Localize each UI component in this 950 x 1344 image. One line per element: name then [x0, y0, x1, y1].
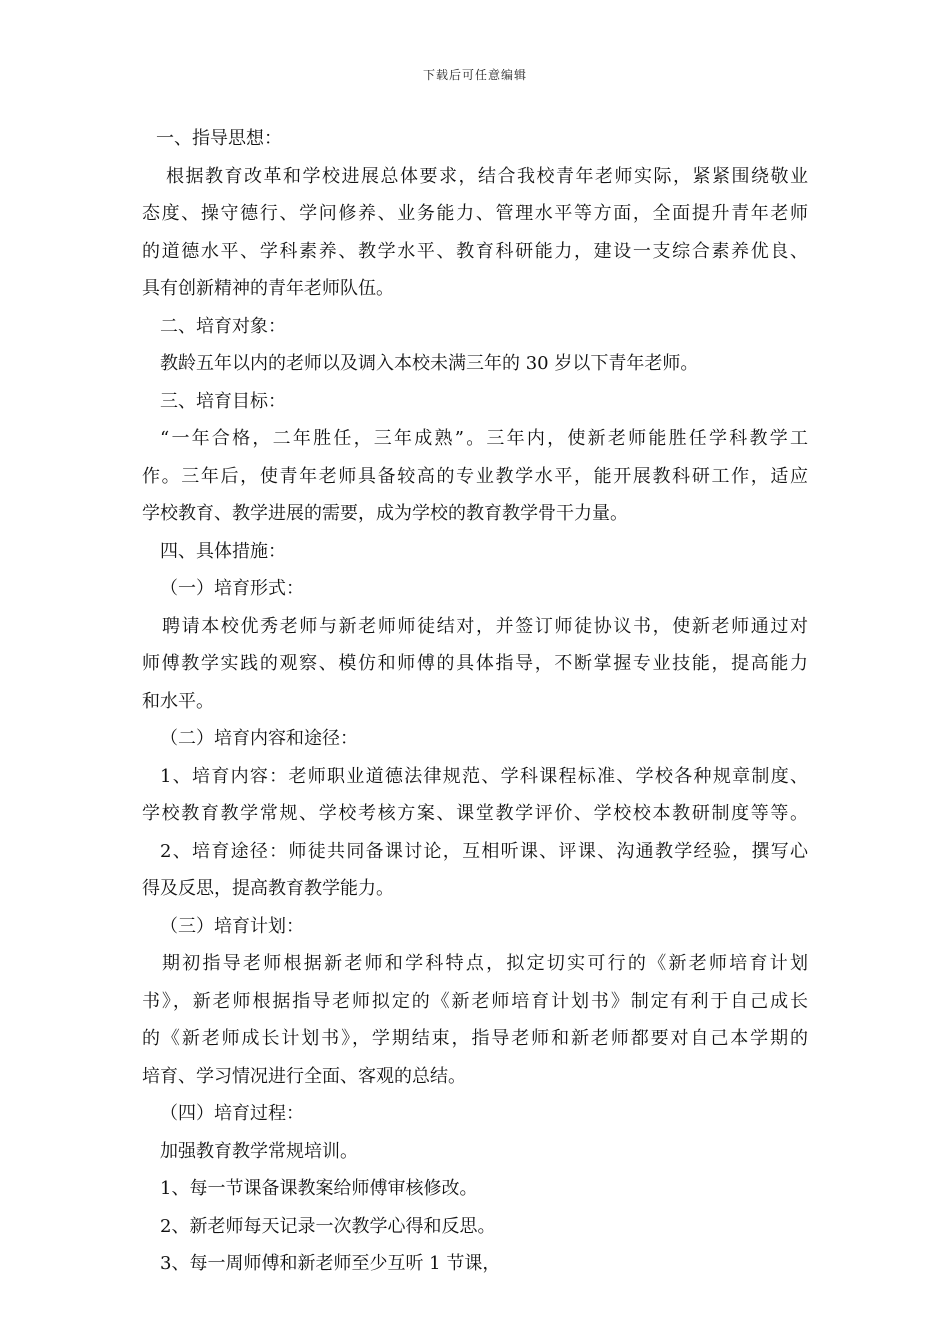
- list-item: 1、每一节课备课教案给师傅审核修改。: [160, 1178, 478, 1199]
- paragraph-line: 具有创新精神的青年老师队伍。: [142, 278, 394, 299]
- paragraph-line: 的《新老师成长计划书》，学期结束，指导老师和新老师都要对自己本学期的: [142, 1028, 808, 1049]
- subsection-heading-process: （四）培育过程：: [160, 1103, 304, 1124]
- list-item: 2、培育途径：师徒共同备课讨论，互相听课、评课、沟通教学经验，撰写心: [160, 840, 808, 862]
- document-body: [142, 120, 808, 1283]
- paragraph-line: 学校教育教学常规、学校考核方案、课堂教学评价、学校校本教研制度等等。: [142, 803, 808, 824]
- subsection-heading-form: （一）培育形式：: [160, 578, 304, 599]
- page-header: 下载后可任意编辑: [422, 68, 527, 82]
- paragraph-line: 期初指导老师根据新老师和学科特点，拟定切实可行的《新老师培育计划: [162, 953, 808, 974]
- section-heading-guiding-thought: 一、指导思想：: [156, 128, 282, 149]
- paragraph-line: 培育、学习情况进行全面、客观的总结。: [142, 1065, 466, 1087]
- list-item: 2、新老师每天记录一次教学心得和反思。: [160, 1215, 496, 1237]
- paragraph-line: 聘请本校优秀老师与新老师师徒结对，并签订师徒协议书，使新老师通过对: [162, 615, 808, 637]
- section-heading-measures: 四、具体措施：: [160, 540, 286, 562]
- list-item: 1、培育内容：老师职业道德法律规范、学科课程标准、学校各种规章制度、: [160, 765, 808, 787]
- subsection-heading-content: （二）培育内容和途径：: [160, 728, 358, 749]
- section-heading-targets: 二、培育对象：: [160, 315, 286, 337]
- paragraph-line: 和水平。: [142, 690, 214, 712]
- paragraph-line: 的道德水平、学科素养、教学水平、教育科研能力，建设一支综合素养优良、: [142, 240, 808, 262]
- subsection-heading-plan: （三）培育计划：: [160, 915, 304, 937]
- paragraph-line: 得及反思，提高教育教学能力。: [142, 878, 394, 899]
- paragraph-line: 学校教育、教学进展的需要，成为学校的教育教学骨干力量。: [142, 503, 628, 524]
- paragraph-line: 书》，新老师根据指导老师拟定的《新老师培育计划书》制定有利于自己成长: [142, 990, 808, 1012]
- paragraph-line: 师傅教学实践的观察、模仿和师傅的具体指导，不断掌握专业技能，提高能力: [142, 653, 808, 674]
- paragraph-line: 作。三年后，使青年老师具备较高的专业教学水平，能开展教科研工作，适应: [142, 465, 808, 487]
- list-item: 3、每一周师傅和新老师至少互听 1 节课，: [160, 1253, 501, 1274]
- paragraph-line: 加强教育教学常规培训。: [160, 1140, 358, 1162]
- paragraph-line: 教龄五年以内的老师以及调入本校未满三年的 30 岁以下青年老师。: [160, 353, 699, 374]
- paragraph-line: 态度、操守德行、学问修养、业务能力、管理水平等方面，全面提升青年老师: [142, 203, 808, 224]
- section-heading-goals: 三、培育目标：: [160, 390, 286, 412]
- paragraph-line: 根据教育改革和学校进展总体要求，结合我校青年老师实际，紧紧围绕敬业: [166, 165, 808, 187]
- paragraph-line: “一年合格，二年胜任，三年成熟”。三年内，使新老师能胜任学科教学工: [160, 428, 808, 449]
